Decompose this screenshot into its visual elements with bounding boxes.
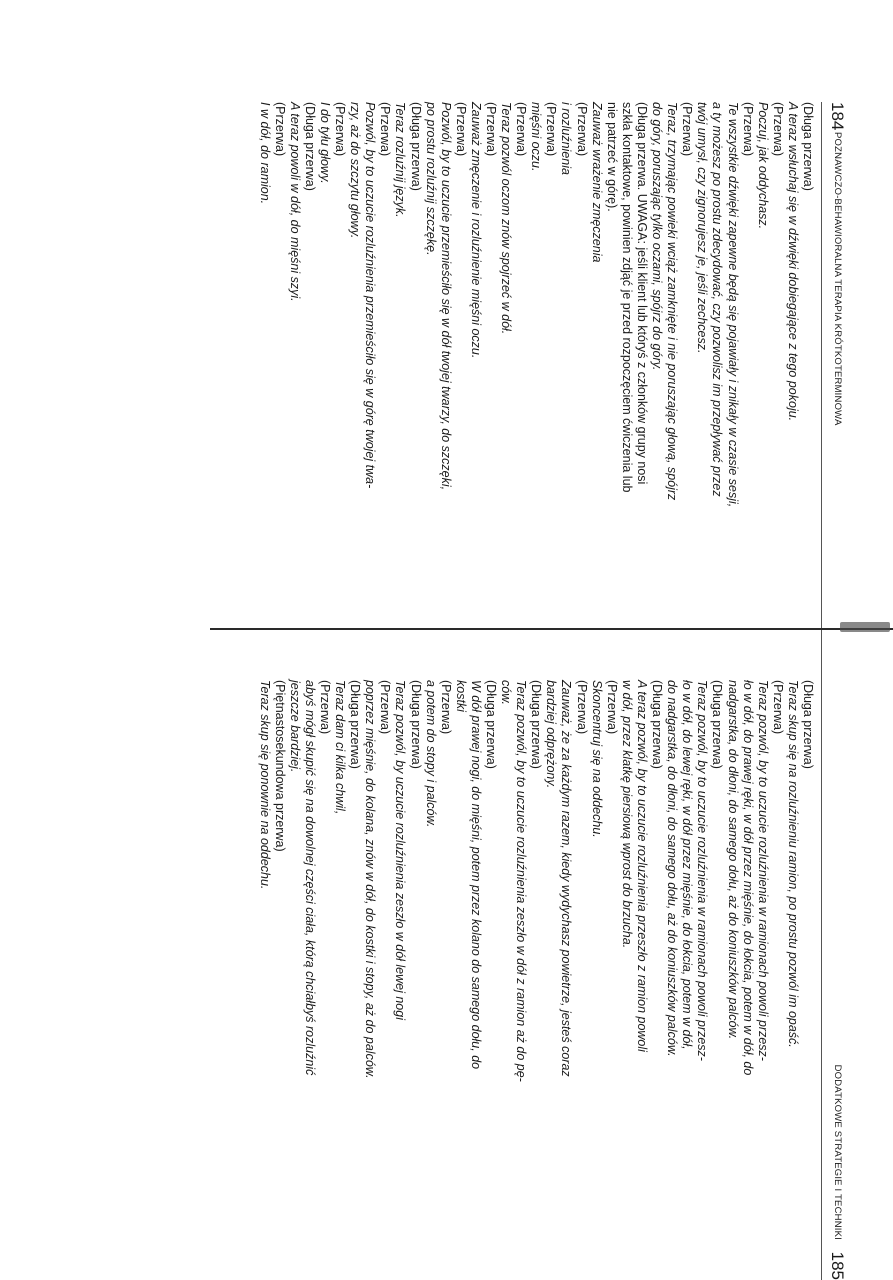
script-line: Zauważ, że za każdym razem, kiedy wydychasz powietrze, jesteś coraz xyxy=(559,680,574,1077)
script-line: ło w dół, do prawej ręki, w dół przez mięśnie, do łokcia, potem w dół, do xyxy=(740,680,755,1076)
script-line: twój umysł, czy zignorujesz je, jeśli zechcesz. xyxy=(695,102,710,354)
book-gutter xyxy=(0,622,893,636)
script-line: ców. xyxy=(499,680,514,706)
pause-instruction: (Przerwa) xyxy=(438,680,453,735)
script-line: Teraz pozwól, by uczucie rozluźnienia zeszło w dół lewej nogi xyxy=(393,680,408,1020)
running-head: POZNAWCZO-BEHAWIORALNA TERAPIA KRÓTKOTERMINOWA xyxy=(832,132,843,426)
pause-instruction: (Długa przerwa) xyxy=(302,102,317,191)
pause-instruction: (Długa przerwa) xyxy=(348,680,363,769)
page-number: 185 xyxy=(828,1251,847,1280)
script-line: A teraz wsłuchaj się w dźwięki dobiegające z tego pokoju. xyxy=(785,102,800,422)
pause-instruction: (Przerwa) xyxy=(272,102,287,157)
gutter-shadow xyxy=(210,628,893,630)
script-line: mięśni oczu. xyxy=(529,102,544,172)
pause-instruction: nie patrzeć w górę). xyxy=(604,102,619,212)
pause-instruction: (Przerwa) xyxy=(574,680,589,735)
script-line: Te wszystkie dźwięki zapewne będą się pojawiały i znikały w czasie sesji, xyxy=(725,102,740,508)
script-line: Zauważ wrażenie zmęczenia xyxy=(589,102,604,263)
pause-instruction: (Długa przerwa) xyxy=(529,680,544,769)
pause-instruction: (Przerwa) xyxy=(680,102,695,157)
pause-instruction: (Długa przerwa. UWAGA: jeśli klient lub któryś z członków grupy nosi xyxy=(634,102,649,485)
script-line: Zauważ zmęczenie i rozluźnienie mięśni oczu. xyxy=(468,102,483,359)
running-head: DODATKOWE STRATEGIE I TECHNIKI xyxy=(832,1064,843,1240)
script-line: I w dół, do ramion. xyxy=(257,102,272,205)
script-line: Pozwól, by to uczucie przemieściło się w dół twojej twarzy, do szczęki, xyxy=(438,102,453,491)
script-line: Pozwól, by to uczucie rozluźnienia przemieściło się w górę twojej twa- xyxy=(363,102,378,489)
body-text xyxy=(257,680,821,1280)
pause-instruction: (Przerwa) xyxy=(770,680,785,735)
script-line: Teraz pozwól, by to uczucie rozluźnienia w ramionach powoli przesz- xyxy=(755,680,770,1061)
scan-smudge xyxy=(840,622,890,632)
pause-instruction: (Przerwa) xyxy=(770,102,785,157)
pause-instruction: (Długa przerwa) xyxy=(408,102,423,191)
pause-instruction: (Przerwa) xyxy=(574,102,589,157)
script-line: poprzez mięśnie, do kolana, znów w dół, do kostki i stopy, aż do palców. xyxy=(363,680,378,1079)
pause-instruction: (Długa przerwa) xyxy=(408,680,423,769)
pause-instruction: (Przerwa) xyxy=(333,102,348,157)
script-line: do góry, poruszając tylko oczami, spójrz do góry. xyxy=(650,102,665,371)
pause-instruction: (Długa przerwa) xyxy=(801,680,815,769)
pause-instruction: (Przerwa) xyxy=(514,102,529,157)
script-line: Teraz skup się ponownie na oddechu. xyxy=(257,680,272,890)
script-line: A teraz pozwól, by to uczucie rozluźnienia przeszło z ramion powoli xyxy=(634,680,649,1052)
script-line: Teraz pozwól oczom znów spojrzeć w dół. xyxy=(499,102,514,335)
script-line: I do tyłu głowy. xyxy=(318,102,332,184)
script-line: rzy, aż do szczytu głowy. xyxy=(348,102,363,239)
body-text xyxy=(257,102,821,702)
page-184 xyxy=(28,102,848,702)
script-line: i rozluźnienia xyxy=(559,102,574,175)
page-header xyxy=(821,102,848,702)
script-line: Teraz pozwól, by to uczucie rozluźnienia zeszło w dół z ramion aż do pę- xyxy=(514,680,529,1082)
script-line: Poczuj, jak oddychasz. xyxy=(755,102,770,230)
pause-instruction: szkła kontaktowe, powinien zdjąć je przed rozpoczęciem ćwiczenia lub xyxy=(619,102,634,493)
pause-instruction: (Przerwa) xyxy=(378,680,393,735)
script-line: jeszcze bardziej. xyxy=(287,680,302,773)
script-line: bardziej odprężony. xyxy=(544,680,559,789)
pause-instruction: (Przerwa) xyxy=(378,102,393,157)
script-line: Teraz rozluźnij język. xyxy=(393,102,408,218)
pause-instruction: (Przerwa) xyxy=(318,680,332,735)
script-line: do nadgarstka, do dłoni, do samego dołu, aż do koniuszków palców. xyxy=(665,680,680,1057)
script-line: Teraz pozwól, by to uczucie rozluźnienia w ramionach powoli przesz- xyxy=(695,680,710,1061)
pause-instruction: (Przerwa) xyxy=(484,102,499,157)
script-line: abyś mógł skupić się na dowolnej części ciała, którą chciałbyś rozluźnić xyxy=(302,680,317,1076)
pause-instruction: (Długa przerwa) xyxy=(801,102,815,191)
pause-instruction: (Długa przerwa) xyxy=(710,680,725,769)
pause-instruction: (Przerwa) xyxy=(604,680,619,735)
script-line: a potem do stopy i palców. xyxy=(423,680,438,828)
pause-instruction: (Przerwa) xyxy=(544,102,559,157)
script-line: Teraz skup się na rozluźnieniu ramion, po prostu pozwól im opaść. xyxy=(785,680,800,1048)
script-line: Teraz dam ci kilka chwil, xyxy=(333,680,348,815)
pause-instruction: (Długa przerwa) xyxy=(650,680,665,769)
script-line: A teraz powoli w dół, do mięśni szyi. xyxy=(287,102,302,302)
script-line: Skoncentruj się na oddechu. xyxy=(589,680,604,838)
page-number: 184 xyxy=(828,102,847,131)
pause-instruction: (Przerwa) xyxy=(740,102,755,157)
script-line: po prostu rozluźnij szczękę. xyxy=(423,102,438,256)
script-line: kostki xyxy=(453,680,468,712)
page-header xyxy=(821,680,848,1280)
script-line: a ty możesz po prostu zdecydować, czy pozwolisz im przepływać przez xyxy=(710,102,725,497)
script-line: w dół, przez klatkę piersiową wprost do brzucha. xyxy=(619,680,634,949)
pause-instruction: (Piętnastosekundowa przerwa) xyxy=(272,680,287,852)
page-185 xyxy=(28,680,848,1280)
script-line: W dół prawej nogi, do mięśni, potem przez kolano do samego dołu, do xyxy=(468,680,483,1070)
pause-instruction: (Długa przerwa) xyxy=(484,680,499,769)
script-line: ło w dół, do lewej ręki, w dół przez mięśnie, do łokcia, potem w dół, xyxy=(680,680,695,1050)
script-line: Teraz, trzymając powieki wciąż zamknięte i nie poruszając głową, spójrz xyxy=(665,102,680,501)
pause-instruction: (Przerwa) xyxy=(453,102,468,157)
script-line: nadgarstka, do dłoni, do samego dołu, aż do koniuszków palców. xyxy=(725,680,740,1040)
